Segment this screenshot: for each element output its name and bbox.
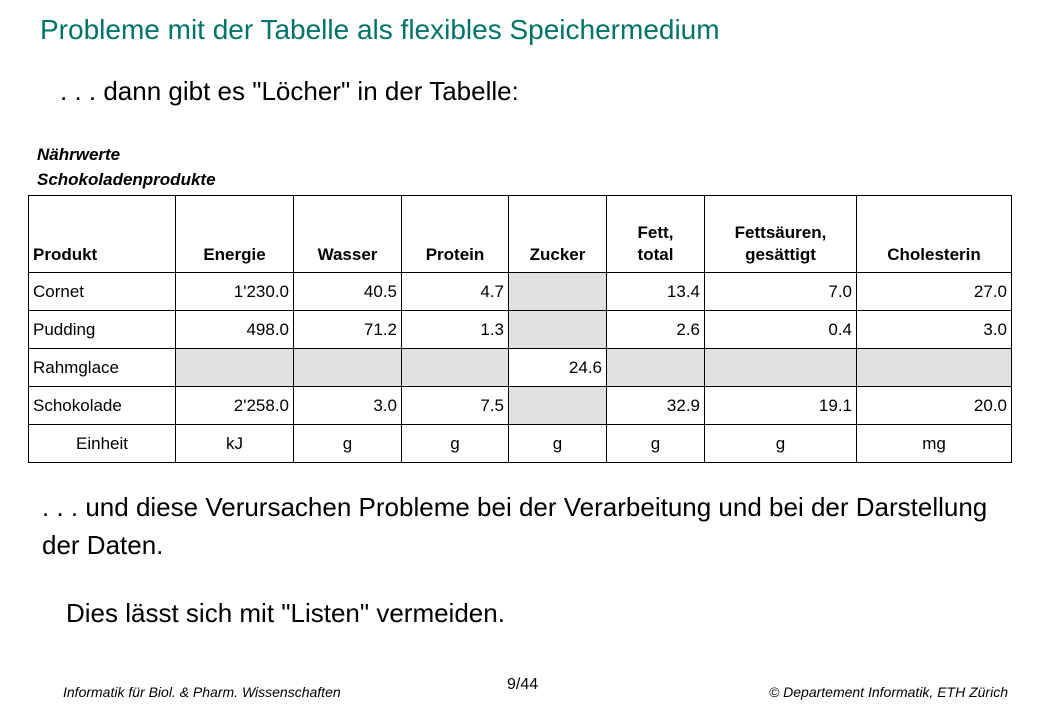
empty-cell (402, 349, 509, 387)
value-cell: mg (857, 425, 1012, 463)
empty-cell (607, 349, 705, 387)
header-line-1: Cholesterin (887, 245, 981, 264)
slide-subtitle: . . . dann gibt es "Löcher" in der Tabelle: (60, 76, 519, 106)
header-line-1: Protein (425, 245, 485, 264)
value-cell: 1'230.0 (176, 273, 294, 311)
value-cell: g (607, 425, 705, 463)
nutrition-table (28, 195, 1012, 463)
paragraph-problems: . . . und diese Verursachen Probleme bei der Verarbeitung und bei der Darstellung der Daten. (42, 492, 988, 560)
page-number: 9/44 (507, 676, 539, 693)
value-cell: 24.6 (509, 349, 607, 387)
value-cell: 32.9 (607, 387, 705, 425)
value-cell: 13.4 (607, 273, 705, 311)
header-cell (294, 196, 402, 273)
table-caption (37, 142, 216, 192)
header-cell (705, 196, 857, 273)
slide-title: Probleme mit der Tabelle als flexibles Speichermedium (40, 14, 720, 45)
table-row (29, 349, 1012, 387)
header-line-1: Zucker (529, 245, 586, 264)
value-cell: 40.5 (294, 273, 402, 311)
header-line-1: Fettsäuren, (734, 223, 827, 242)
row-label-cell: Pudding (29, 311, 176, 349)
header-line-1: Wasser (317, 245, 378, 264)
table-row (29, 387, 1012, 425)
unit-row (29, 425, 1012, 463)
empty-cell (509, 311, 607, 349)
empty-cell (294, 349, 402, 387)
value-cell: 20.0 (857, 387, 1012, 425)
value-cell: 7.5 (402, 387, 509, 425)
header-line-1: Produkt (33, 245, 98, 264)
header-cell (857, 196, 1012, 273)
header-cell (29, 196, 176, 273)
header-row (29, 196, 1012, 273)
header-cell (509, 196, 607, 273)
value-cell: 4.7 (402, 273, 509, 311)
row-label-cell: Rahmglace (29, 349, 176, 387)
value-cell: kJ (176, 425, 294, 463)
row-label-cell: Schokolade (29, 387, 176, 425)
value-cell: g (294, 425, 402, 463)
value-cell: g (705, 425, 857, 463)
table-body (29, 273, 1012, 463)
empty-cell (857, 349, 1012, 387)
value-cell: 27.0 (857, 273, 1012, 311)
empty-cell (509, 273, 607, 311)
header-line-1: Energie (203, 245, 266, 264)
value-cell: 7.0 (705, 273, 857, 311)
value-cell: 1.3 (402, 311, 509, 349)
empty-cell (509, 387, 607, 425)
value-cell: 3.0 (857, 311, 1012, 349)
empty-cell (176, 349, 294, 387)
value-cell: g (402, 425, 509, 463)
paragraph-lists: Dies lässt sich mit "Listen" vermeiden. (66, 598, 505, 628)
caption-line-1: Nährwerte (37, 145, 121, 164)
value-cell: 71.2 (294, 311, 402, 349)
header-cell (402, 196, 509, 273)
table-row (29, 311, 1012, 349)
footer-copyright: © Departement Informatik, ETH Zürich (768, 684, 1008, 700)
header-line-1: Fett, (637, 223, 674, 242)
value-cell: 2'258.0 (176, 387, 294, 425)
value-cell: 19.1 (705, 387, 857, 425)
header-cell (176, 196, 294, 273)
value-cell: g (509, 425, 607, 463)
empty-cell (705, 349, 857, 387)
header-line-2: total (637, 245, 674, 264)
caption-line-2: Schokoladenprodukte (37, 170, 216, 189)
table-row (29, 273, 1012, 311)
value-cell: 0.4 (705, 311, 857, 349)
header-cell (607, 196, 705, 273)
footer-course: Informatik für Biol. & Pharm. Wissenschaften (63, 684, 341, 700)
row-label-cell: Cornet (29, 273, 176, 311)
value-cell: 2.6 (607, 311, 705, 349)
value-cell: 3.0 (294, 387, 402, 425)
value-cell: 498.0 (176, 311, 294, 349)
row-label-cell: Einheit (29, 425, 176, 463)
header-line-2: gesättigt (745, 245, 816, 264)
